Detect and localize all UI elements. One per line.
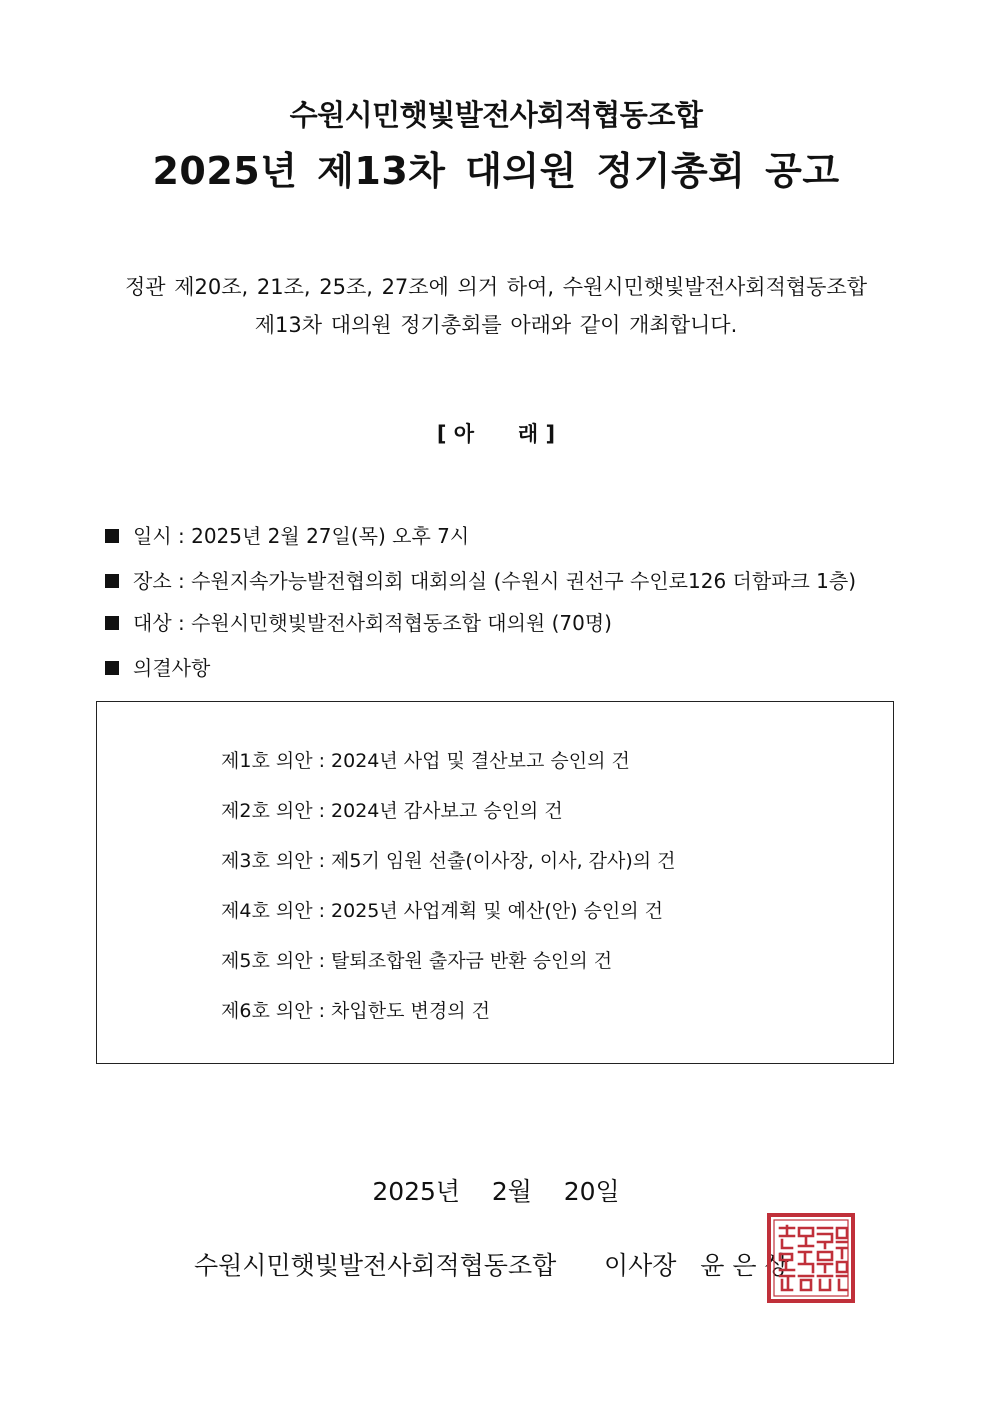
square-bullet-icon [105,529,119,543]
detail-date: 일시 : 2025년 2월 27일(목) 오후 7시 [105,520,469,549]
agenda-item: 제5호 의안 : 탈퇴조합원 출자금 반환 승인의 건 [221,950,613,972]
detail-value: 2025년 2월 27일(목) 오후 7시 [191,524,470,548]
agenda-box [96,701,894,1064]
detail-label: 장소 [133,569,172,593]
intro-line-2: 제13차 대의원 정기총회를 아래와 같이 개최합니다. [254,313,738,337]
signer-org: 수원시민햇빛발전사회적협동조합 [194,1251,557,1280]
detail-resolutions [105,652,210,681]
official-seal-icon [766,1212,856,1304]
notice-date: 2025년 2월 20일 [372,1177,620,1206]
agenda-item: 제6호 의안 : 차입한도 변경의 건 [221,1000,490,1022]
detail-label: 대상 [133,611,172,635]
detail-location: 장소 : 수원지속가능발전협의회 대회의실 (수원시 권선구 수인로126 더함파크 1층) [105,565,856,594]
agenda-item: 제4호 의안 : 2025년 사업계획 및 예산(안) 승인의 건 [221,900,664,922]
agenda-item: 제2호 의안 : 2024년 감사보고 승인의 건 [221,800,563,822]
signer-position: 이사장 [603,1251,677,1280]
detail-label: 일시 [133,524,172,548]
square-bullet-icon [105,616,119,630]
intro-line-1: 정관 제20조, 21조, 25조, 27조에 의거 하여, 수원시민햇빛발전사회적협동조합 [124,275,868,299]
page-title: 2025년 제13차 대의원 정기총회 공고 [152,149,840,193]
agenda-item: 제1호 의안 : 2024년 사업 및 결산보고 승인의 건 [221,750,630,772]
detail-target: 대상 : 수원시민햇빛발전사회적협동조합 대의원 (70명) [105,607,612,636]
intro-paragraph [0,268,992,344]
detail-value: 수원시민햇빛발전사회적협동조합 대의원 (70명) [191,611,612,635]
square-bullet-icon [105,661,119,675]
agenda-item: 제3호 의안 : 제5기 임원 선출(이사장, 이사, 감사)의 건 [221,850,676,872]
detail-value: 수원지속가능발전협의회 대회의실 (수원시 권선구 수인로126 더함파크 1층) [191,569,857,593]
detail-label: 의결사항 [133,656,211,680]
section-heading: [ 아 래 ] [436,422,556,446]
signature-line [194,1246,789,1282]
square-bullet-icon [105,574,119,588]
org-title: 수원시민햇빛발전사회적협동조합 [289,98,703,132]
seal-glyphs [780,1226,847,1290]
signer-name: 윤 은 상 [700,1251,789,1280]
